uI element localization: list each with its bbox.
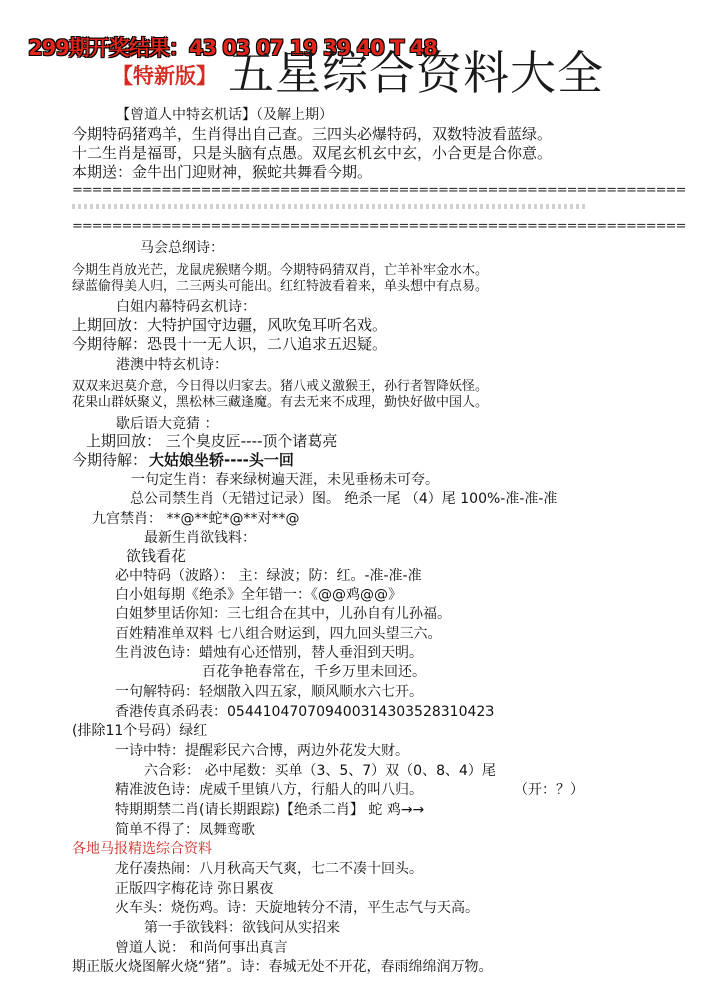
shengxiao-bo-line: 百花争艳春常在，千乡万里未回还。 (202, 664, 426, 680)
separator: ============================================================== (72, 219, 686, 234)
zuixin-heading: 最新生肖欲钱料： (144, 530, 256, 546)
mahui-line: 绿蓝偷得美人归，二三两头可能出。红红特波看着来，单头想中有点易。 (72, 279, 489, 294)
baixiaojie-line: 白小姐每期《绝杀》全年错一：《@@鸡@@》 (115, 587, 402, 603)
intro-heading: 【曾道人中特玄机话】（及解上期） (116, 107, 333, 123)
jingzhun-line: 精准波色诗：虎威千里镇八方，行船人的叫八归。 (115, 782, 423, 798)
intro-line: 今期特码猪鸡羊，生肖得出自己查。三四头必爆特码，双数特波看蓝绿。 (72, 125, 553, 143)
zonggongsi-line: 总公司禁生肖（无错过记录）图。 绝杀一尾 （4）尾 100%-准-准-准 (130, 491, 558, 507)
page-title: 五星综合资料大全 (228, 46, 604, 100)
huoche-line: 火车头：烧伤鸡。诗：天旋地转分不清，平生志气与天高。 (115, 900, 479, 916)
zengdaoren-line: 曾道人说： 和尚何事出真言 (115, 940, 288, 956)
baiju-now: 今期待解：恐畏十一无人识，二八追求五迟疑。 (72, 335, 388, 353)
xiehouyu-heading: 歇后语大竞猜 ： (116, 416, 219, 432)
yiju-line: 一句定生肖：春来绿树遍天涯，未见垂杨未可夸。 (131, 472, 439, 488)
gangao-line: 双双来迟莫介意，今日得以归家去。猪八戒义激猴王，孙行者智降妖怪。 (72, 379, 489, 394)
jiandan-line: 简单不得了：凤舞鸾歌 (115, 822, 255, 838)
shengxiao-bo-line: 生肖波色诗：蜡烛有心还惜别，替人垂泪到天明。 (115, 645, 423, 661)
zhengban-sizi-line: 正版四字梅花诗 弥日累夜 (115, 881, 274, 897)
zhengban-huoshao-line: 期正版火烧图解火烧“猪”。诗：春城无处不开花，春雨绵绵润万物。 (72, 959, 493, 975)
jiugong-line: 九宫禁肖： **@**蛇*@**对**@ (92, 511, 300, 527)
separator: ============================================================== (72, 183, 686, 198)
tema-qiqi-line: 特期期禁二肖(请长期跟踪)【绝杀二肖】 蛇 鸡→→ (115, 802, 425, 818)
yuqian-line: 欲钱看花 (126, 547, 187, 565)
baicai-line: 百姓精准单双料 七八组合财运到，四九回头望三六。 (115, 626, 442, 642)
xiehouyu-prev: 上期回放： 三个臭皮匠----顶个诸葛亮 (86, 432, 338, 450)
mahui-line: 今期生肖放光芒，龙鼠虎猴赌今期。今期特码猜双肖，亡羊补牢金水木。 (72, 263, 489, 278)
xiehouyu-now-label: 今期待解： (72, 451, 148, 469)
kai-label: （开：？） (514, 782, 584, 798)
yishi-line: 一诗中特：提醒彩民六合博，两边外花发大财。 (115, 743, 409, 759)
xianggang-line: 香港传真杀码表：05441047070940031430352831042З (115, 704, 495, 720)
divider (72, 204, 588, 209)
bizhong-line: 必中特码（波路）： 主：绿波；防：红。-准-准-准 (115, 568, 422, 584)
gangao-heading: 港澳中特玄机诗： (116, 357, 228, 373)
baijie-dream-line: 白姐梦里话你知：三七组合在其中，儿孙自有儿孙福。 (115, 606, 451, 622)
mahui-heading: 马会总纲诗： (140, 240, 224, 256)
intro-line: 十二生肖是福哥，只是头脑有点愚。双尾玄机玄中玄，小合更是合你意。 (72, 144, 553, 162)
longzai-line: 龙仔凑热闹：八月秋高天气爽，七二不凑十回头。 (115, 861, 423, 877)
xiehouyu-now: 大姑娘坐轿----头一回 (149, 451, 294, 469)
diyishou-line: 第一手欲钱料：欲钱问从实招来 (144, 920, 340, 936)
draw-result-banner: 299期开奖结果：43 03 07 19 39 40 T 48 (28, 36, 437, 60)
paichu-line: (排除11个号码）绿红 (72, 723, 208, 739)
intro-line: 本期送：金牛出门迎财神，猴蛇共舞看今期。 (72, 163, 373, 181)
baiju-heading: 白姐内幕特码玄机诗： (116, 299, 256, 315)
gedi-heading: 各地马报精选综合资料 (72, 841, 212, 857)
liuhe-line: 六合彩： 必中尾数：买单（3、5、7）双（0、8、4）尾 (144, 763, 496, 779)
baiju-prev: 上期回放：大特护国守边疆，风吹兔耳听名戏。 (72, 316, 388, 334)
gangao-line: 花果山群妖聚义，黑松林三藏逢魔。有去无来不成理，勤快好做中国人。 (72, 395, 489, 410)
edition-label: 【特新版】 (112, 64, 217, 88)
yiju-jie-line: 一句解特码：轻烟散入四五家，顺风顺水六七开。 (115, 684, 423, 700)
